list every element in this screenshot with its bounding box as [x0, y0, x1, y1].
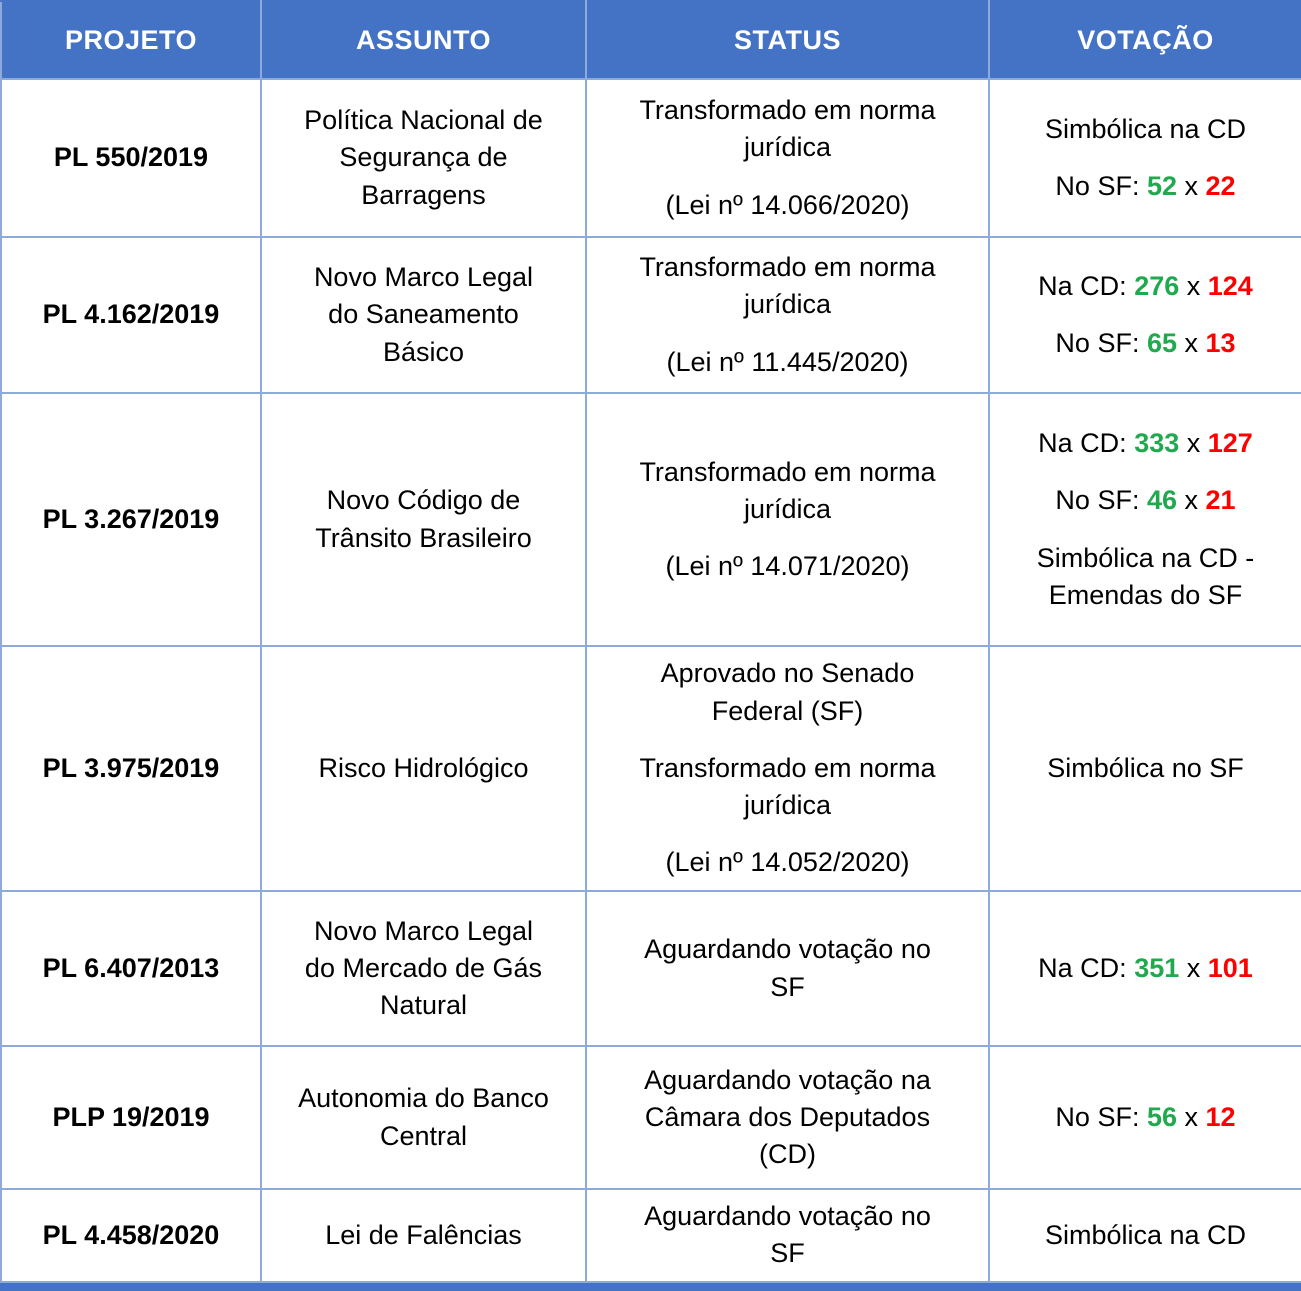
status-line: Transformado em norma jurídica — [639, 95, 936, 163]
votacao-line: Simbólica na CD — [1044, 113, 1247, 144]
projeto-cell: PL 3.975/2019 — [1, 646, 261, 891]
status-line: (Lei nº 14.066/2020) — [665, 189, 910, 220]
votacao-line — [1006, 482, 1285, 519]
status-line: Aguardando votação no SF — [644, 1201, 931, 1269]
status-cell — [586, 237, 989, 393]
votacao-line: Simbólica na CD — [1044, 1219, 1247, 1250]
table-row — [1, 646, 1301, 891]
assunto-cell: Risco Hidrológico — [261, 646, 586, 891]
vote-separator: x — [1177, 328, 1206, 358]
votacao-cell — [989, 237, 1301, 393]
vote-no-count: 124 — [1207, 270, 1253, 301]
status-cell — [586, 646, 989, 891]
status-line: (Lei nº 11.445/2020) — [666, 346, 909, 377]
vote-label: No SF: — [1055, 485, 1147, 516]
vote-label: Na CD: — [1038, 428, 1135, 458]
column-header-status: STATUS — [586, 1, 989, 79]
vote-label: No SF: — [1055, 171, 1147, 201]
vote-separator: x — [1179, 952, 1208, 983]
votacao-cell — [989, 393, 1301, 646]
votacao-cell — [989, 1046, 1301, 1189]
votacao-line — [1006, 425, 1285, 462]
status-cell — [586, 393, 989, 646]
votacao-line — [1006, 325, 1285, 362]
table-row — [1, 891, 1301, 1046]
votacao-line — [1006, 268, 1285, 305]
votacao-line — [1006, 168, 1285, 205]
votacao-line — [1006, 950, 1285, 987]
vote-yes-count: 333 — [1134, 428, 1180, 458]
assunto-cell: Novo Marco Legal do Mercado de Gás Natural — [261, 891, 586, 1046]
column-header-projeto: PROJETO — [1, 1, 261, 79]
vote-no-count: 12 — [1205, 1101, 1236, 1132]
column-header-votacao: VOTAÇÃO — [989, 1, 1301, 79]
vote-no-count: 13 — [1205, 328, 1236, 358]
status-line: Transformado em norma jurídica — [639, 252, 936, 320]
status-cell — [586, 79, 989, 237]
vote-separator: x — [1179, 428, 1208, 458]
table-row — [1, 79, 1301, 237]
votacao-line: Simbólica no SF — [1047, 752, 1244, 783]
table-body — [1, 79, 1301, 1282]
projeto-cell: PL 4.162/2019 — [1, 237, 261, 393]
status-cell — [586, 891, 989, 1046]
vote-no-count: 127 — [1207, 428, 1253, 458]
assunto-cell: Novo Código de Trânsito Brasileiro — [261, 393, 586, 646]
table-bottom-border — [0, 1283, 1301, 1291]
vote-separator: x — [1177, 171, 1206, 201]
projeto-cell: PL 3.267/2019 — [1, 393, 261, 646]
table-row — [1, 1189, 1301, 1282]
column-header-assunto: ASSUNTO — [261, 1, 586, 79]
vote-label: No SF: — [1055, 328, 1147, 358]
status-line: Aprovado no Senado Federal (SF) — [660, 658, 915, 726]
vote-separator: x — [1177, 485, 1206, 516]
vote-yes-count: 52 — [1146, 171, 1177, 201]
assunto-cell: Política Nacional de Segurança de Barragens — [261, 79, 586, 237]
assunto-cell: Novo Marco Legal do Saneamento Básico — [261, 237, 586, 393]
votacao-cell — [989, 891, 1301, 1046]
status-cell — [586, 1189, 989, 1282]
vote-yes-count: 351 — [1134, 952, 1180, 983]
votacao-cell — [989, 646, 1301, 891]
vote-separator: x — [1177, 1101, 1206, 1132]
vote-no-count: 21 — [1205, 485, 1236, 516]
projeto-cell: PL 4.458/2020 — [1, 1189, 261, 1282]
vote-yes-count: 46 — [1146, 485, 1177, 516]
status-line: Transformado em norma jurídica — [639, 456, 936, 524]
votacao-cell — [989, 79, 1301, 237]
table-row — [1, 393, 1301, 646]
table-header — [1, 1, 1301, 79]
vote-no-count: 22 — [1205, 171, 1236, 201]
vote-separator: x — [1179, 270, 1208, 301]
status-line: (Lei nº 14.052/2020) — [665, 847, 910, 878]
status-line: Aguardando votação na Câmara dos Deputados (CD) — [644, 1064, 931, 1170]
assunto-cell: Lei de Falências — [261, 1189, 586, 1282]
vote-label: Na CD: — [1038, 952, 1135, 983]
votacao-cell — [989, 1189, 1301, 1282]
projeto-cell: PL 550/2019 — [1, 79, 261, 237]
vote-yes-count: 65 — [1146, 328, 1177, 358]
votacao-line: Simbólica na CD - Emendas do SF — [1036, 542, 1255, 610]
status-line: Aguardando votação no SF — [644, 934, 931, 1002]
status-cell — [586, 1046, 989, 1189]
vote-no-count: 101 — [1207, 952, 1253, 983]
status-line: Transformado em norma jurídica — [639, 752, 936, 821]
projeto-cell: PLP 19/2019 — [1, 1046, 261, 1189]
status-line: (Lei nº 14.071/2020) — [665, 551, 910, 582]
vote-yes-count: 276 — [1134, 270, 1180, 301]
vote-label: No SF: — [1055, 1101, 1147, 1132]
assunto-cell: Autonomia do Banco Central — [261, 1046, 586, 1189]
vote-yes-count: 56 — [1146, 1101, 1177, 1132]
table-row — [1, 237, 1301, 393]
projeto-cell: PL 6.407/2013 — [1, 891, 261, 1046]
table-row — [1, 1046, 1301, 1189]
header-row — [1, 1, 1301, 79]
votacao-line — [1006, 1099, 1285, 1136]
vote-label: Na CD: — [1038, 270, 1135, 301]
